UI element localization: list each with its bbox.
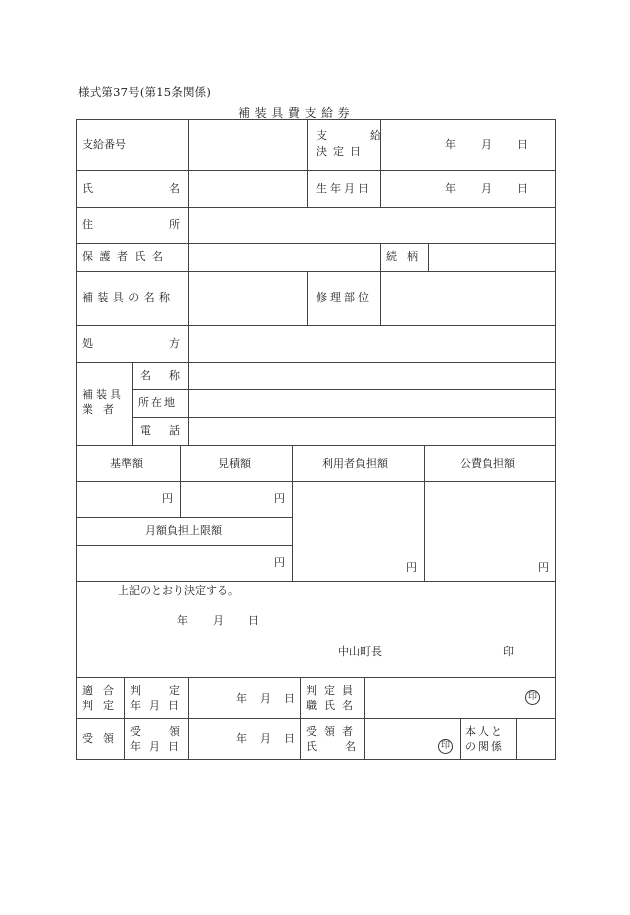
judge-seal-icon: 印 xyxy=(525,690,540,705)
user-burden-yen: 円 xyxy=(406,561,417,574)
estimate-amount-header: 見積額 xyxy=(218,457,251,470)
monthly-cap-label: 月額負担上限額 xyxy=(145,524,222,537)
public-burden-header: 公費負担額 xyxy=(460,457,515,470)
name-label-text: 氏名 xyxy=(82,182,256,195)
form-title: 補 装 具 費 支 給 券 xyxy=(238,106,351,120)
birth-month-unit: 月 xyxy=(481,182,492,195)
vendor-location-label: 所在地 xyxy=(138,396,177,409)
standard-amount-header: 基準額 xyxy=(110,457,143,470)
decision-month-unit: 月 xyxy=(481,138,492,151)
receiver-label-line2: 氏名 xyxy=(306,740,384,753)
address-label xyxy=(82,218,256,232)
monthly-cap-yen: 円 xyxy=(274,556,285,569)
statement-month-unit: 月 xyxy=(213,614,224,627)
judge-date-label-line2: 年月日 xyxy=(130,699,187,712)
birth-day-unit: 日 xyxy=(517,182,528,195)
vendor-label-line2: 業者 xyxy=(82,403,124,416)
receipt-label: 受領 xyxy=(82,732,124,745)
birth-year-unit: 年 xyxy=(445,182,456,195)
vendor-phone-label: 電話 xyxy=(140,424,198,437)
fitness-label-line1: 適合 xyxy=(82,684,124,697)
public-burden-yen: 円 xyxy=(538,561,549,574)
payment-number-label xyxy=(82,138,182,152)
judge-year-unit: 年 xyxy=(236,692,247,705)
judge-label-line1: 判定員 xyxy=(306,684,360,697)
statement-day-unit: 日 xyxy=(248,614,259,627)
fitness-label-line2: 判定 xyxy=(82,699,124,712)
judge-day-unit: 日 xyxy=(284,692,295,705)
statement-year-unit: 年 xyxy=(177,614,188,627)
address-label-text: 住所 xyxy=(82,218,256,231)
user-burden-header: 利用者負担額 xyxy=(322,457,388,470)
relation-label-line2: の関係 xyxy=(465,740,504,753)
judge-date-label-line1: 判定 xyxy=(130,684,208,697)
name-label xyxy=(82,182,256,196)
mayor-seal-mark: 印 xyxy=(503,645,514,658)
judge-month-unit: 月 xyxy=(260,692,271,705)
decision-day-unit: 日 xyxy=(517,138,528,151)
decision-statement: 上記のとおり決定する。 xyxy=(118,584,239,597)
judge-label-line2: 職氏名 xyxy=(306,699,360,712)
form-number: 様式第37号(第15条関係) xyxy=(78,85,212,99)
estimate-amount-yen: 円 xyxy=(274,492,285,505)
guardian-name-label: 保護者氏名 xyxy=(82,250,170,263)
receipt-day-unit: 日 xyxy=(284,732,295,745)
standard-amount-yen: 円 xyxy=(162,492,173,505)
relationship-label: 続柄 xyxy=(386,250,428,263)
vendor-name-label: 名称 xyxy=(140,369,198,382)
birth-date-label: 生年月日 xyxy=(316,182,372,195)
vendor-label-line1: 補装具 xyxy=(82,388,124,401)
device-name-label: 補装具の名称 xyxy=(82,291,175,304)
receiver-seal-icon: 印 xyxy=(438,739,453,754)
repair-part-label: 修理部位 xyxy=(316,291,372,304)
receipt-date-label-line1: 受領 xyxy=(130,725,208,738)
decision-date-label-line1: 支 給 xyxy=(316,129,397,142)
receipt-month-unit: 月 xyxy=(260,732,271,745)
receipt-date-label-line2: 年月日 xyxy=(130,740,187,753)
receiver-label-line1: 受領者 xyxy=(306,725,360,738)
prescription-label-text: 処方 xyxy=(82,337,256,350)
decision-date-label-line2: 決定日 xyxy=(316,145,367,158)
receipt-year-unit: 年 xyxy=(236,732,247,745)
town-mayor: 中山町長 xyxy=(338,645,382,658)
decision-year-unit: 年 xyxy=(445,138,456,151)
payment-number-text: 支給番号 xyxy=(82,138,126,151)
relation-label-line1: 本人と xyxy=(465,725,504,738)
prescription-label xyxy=(82,337,256,351)
